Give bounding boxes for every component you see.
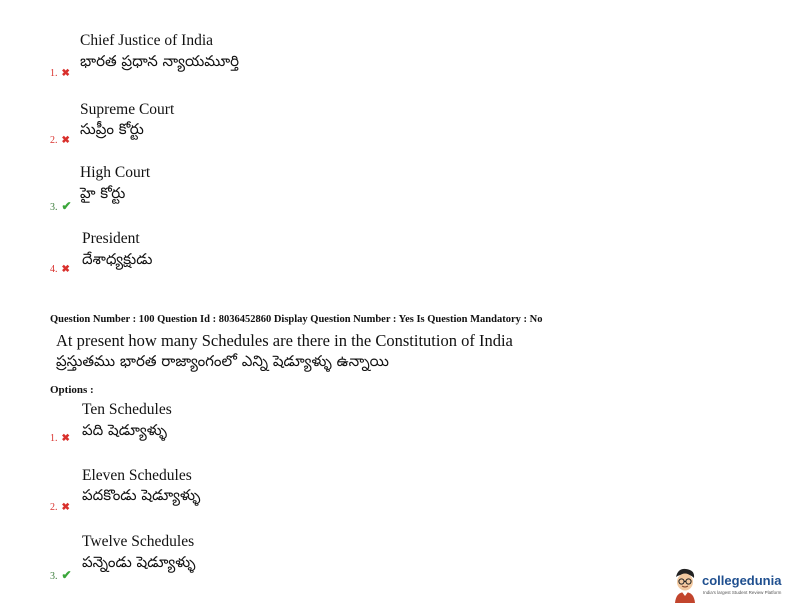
option-number — [50, 568, 72, 583]
option-number-label: 3. — [50, 571, 58, 582]
wrong-mark-icon: ✖ — [61, 135, 70, 146]
option-text-en: Eleven Schedules — [82, 467, 192, 484]
brand-name: collegedunia — [702, 573, 782, 588]
brand-tagline: India's largest Student Review Platform — [703, 590, 782, 595]
correct-check-icon: ✔ — [61, 199, 72, 213]
option-number-label: 2. — [50, 135, 58, 146]
option-text-en: Chief Justice of India — [80, 32, 214, 49]
option-number — [50, 433, 70, 444]
option-text-en: High Court — [80, 164, 151, 181]
option-text-te: దేశాధ్యక్షుడు — [82, 250, 153, 268]
option-number — [50, 199, 72, 214]
option-text-en: Ten Schedules — [82, 401, 172, 418]
option-text-te: పది షెడ్యూళ్ళు — [82, 421, 168, 439]
option-number-label: 3. — [50, 202, 58, 213]
option-text-en: Twelve Schedules — [82, 533, 195, 550]
wrong-mark-icon: ✖ — [61, 68, 70, 79]
options-label: Options : — [50, 384, 94, 396]
question-text-en: At present how many Schedules are there in the Constitution of India — [56, 331, 513, 350]
option-text-te: భారత ప్రధాన న్యాయమూర్తి — [80, 52, 240, 70]
wrong-mark-icon: ✖ — [61, 433, 70, 444]
option-text-te: పన్నెండు షెడ్యూళ్ళు — [82, 553, 196, 571]
option-text-te: సుప్రీం కోర్టు — [80, 120, 144, 138]
option-number — [50, 68, 70, 79]
wrong-mark-icon: ✖ — [61, 502, 70, 513]
correct-check-icon: ✔ — [61, 568, 72, 582]
option-number-label: 2. — [50, 502, 58, 513]
question-meta: Question Number : 100 Question Id : 8036452860 Display Question Number : Yes Is Question Mandatory : No — [50, 314, 543, 325]
option-number — [50, 264, 70, 275]
option-number-label: 1. — [50, 68, 58, 79]
option-text-te: పదకొండు షెడ్యూళ్ళు — [82, 486, 201, 504]
option-text-te: హై కోర్టు — [80, 184, 126, 202]
option-number — [50, 502, 70, 513]
student-avatar-icon — [670, 565, 700, 603]
wrong-mark-icon: ✖ — [61, 264, 70, 275]
option-number — [50, 135, 70, 146]
collegedunia-watermark — [670, 565, 786, 605]
option-text-en: Supreme Court — [80, 101, 175, 118]
option-number-label: 1. — [50, 433, 58, 444]
question-text-te: ప్రస్తుతము భారత రాజ్యాంగంలో ఎన్ని షెడ్యూళ్ళు ఉన్నాయి — [56, 352, 389, 370]
option-text-en: President — [82, 230, 140, 247]
option-number-label: 4. — [50, 264, 58, 275]
